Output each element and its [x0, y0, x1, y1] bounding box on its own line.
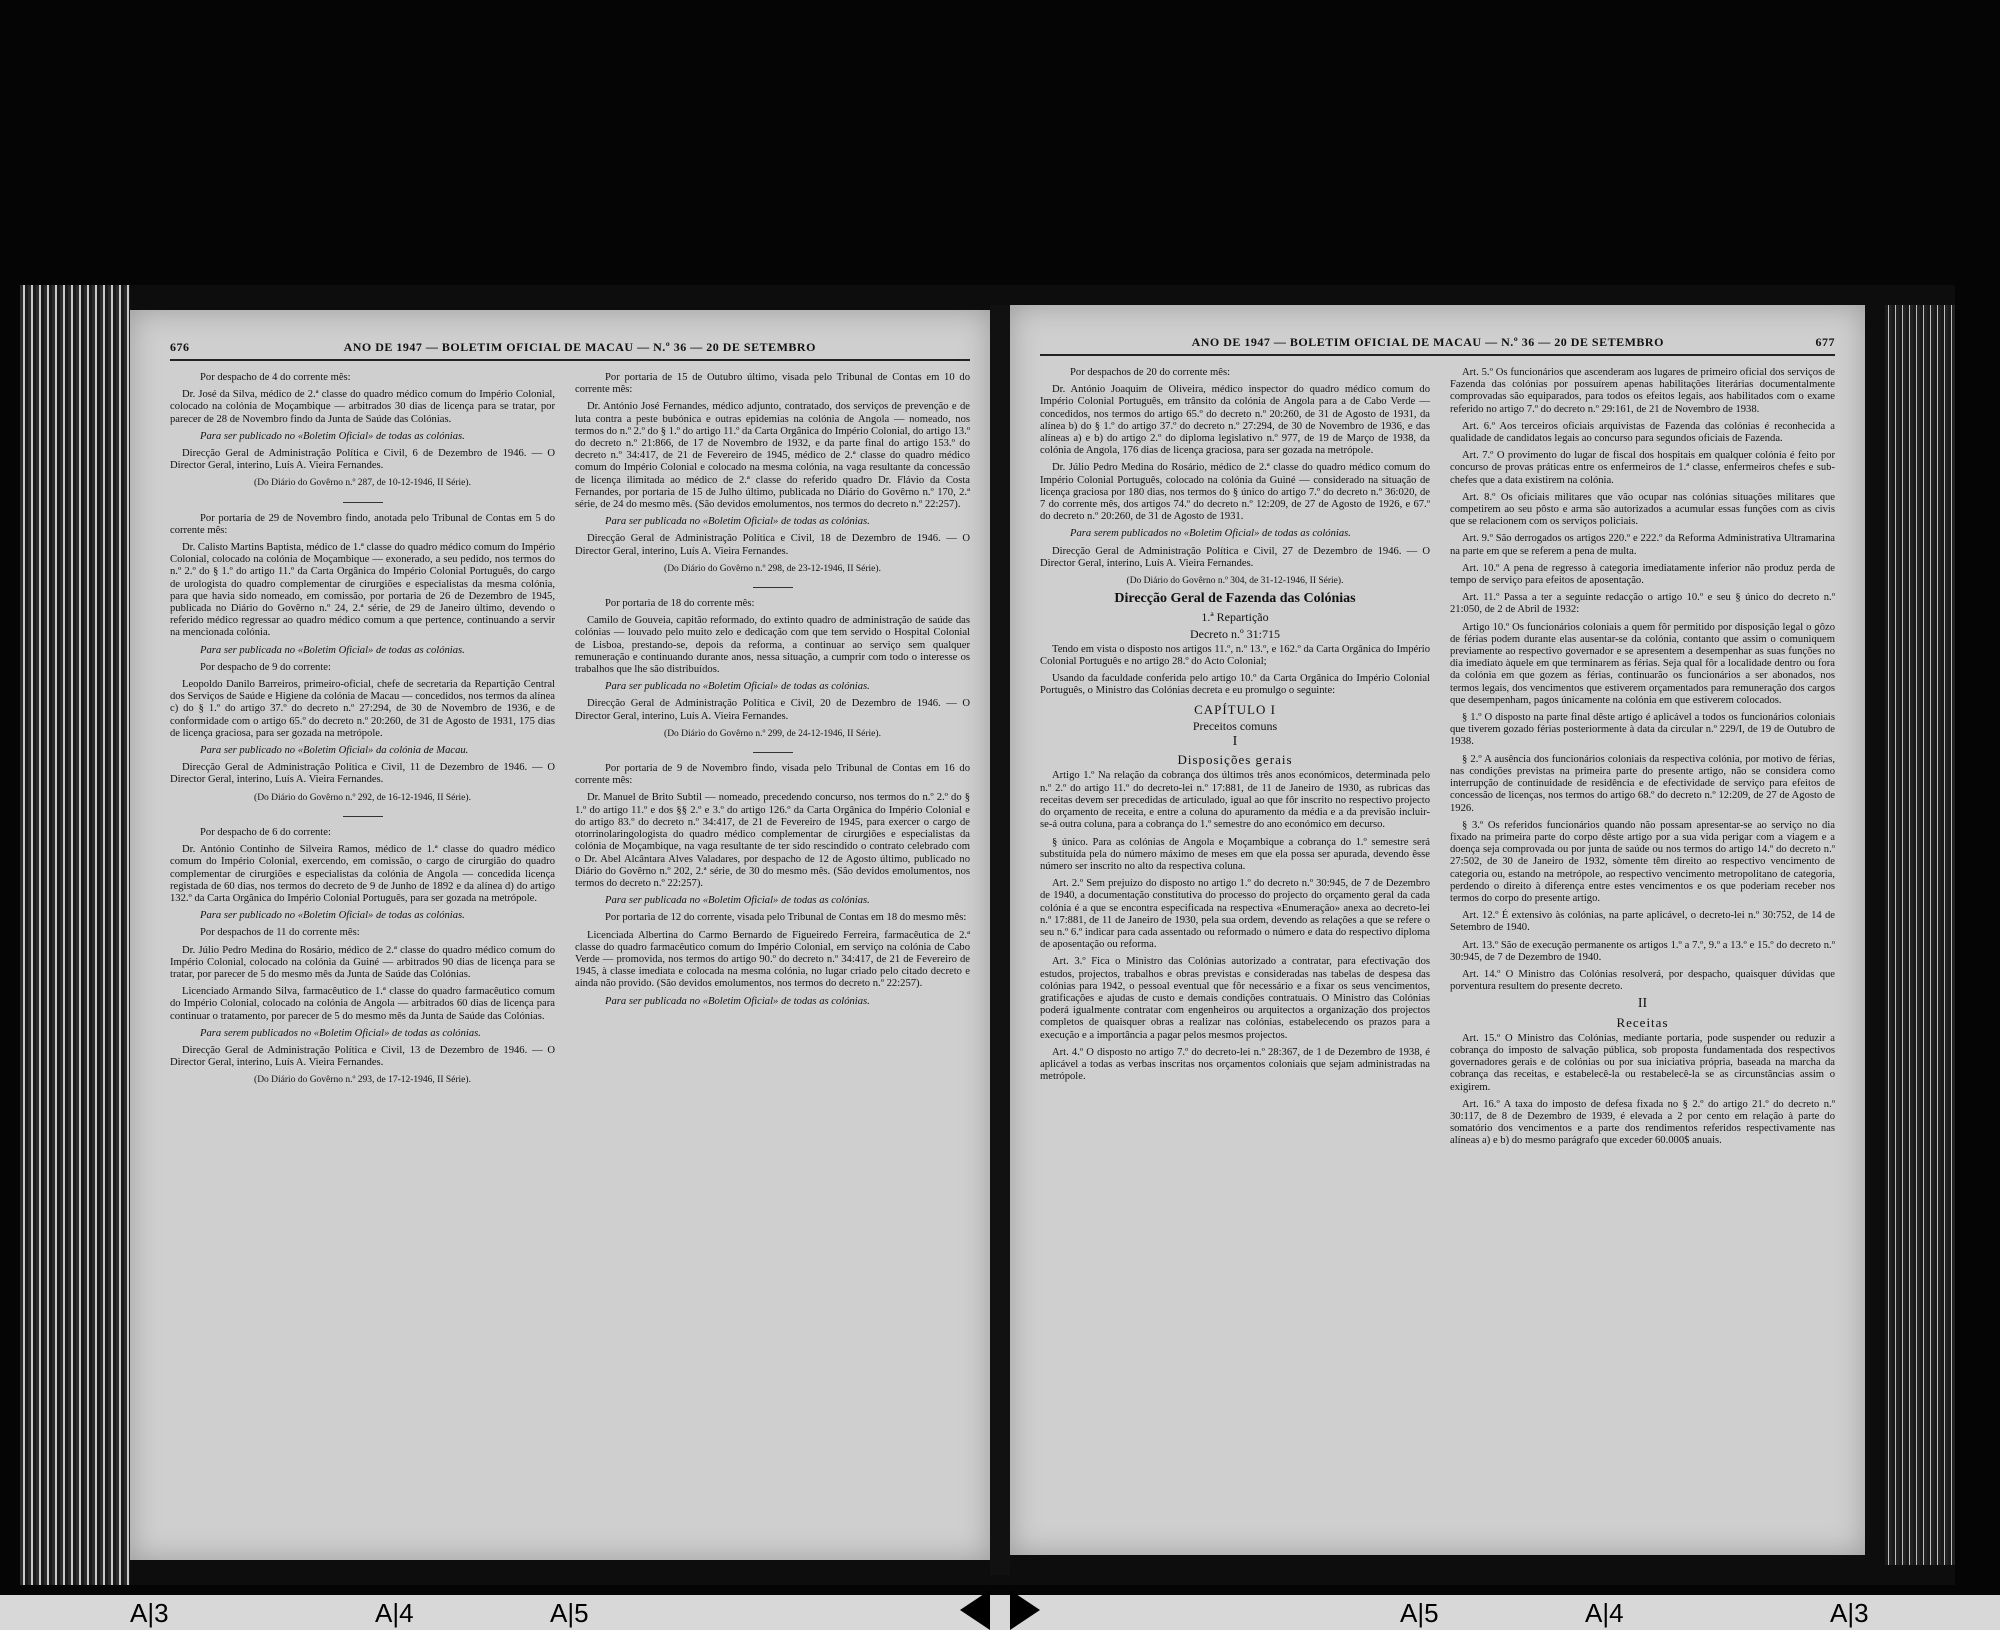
paragraph: Art. 10.º A pena de regresso à categoria imediatamente inferior não produz perda de tempo de serviço para efeitos de aposentação.	[1450, 562, 1835, 587]
separator-rule	[343, 502, 383, 503]
paragraph: Art. 8.º Os oficiais militares que vão ocupar nas colónias situações militares que competirem ao seu pôsto e arma são autorizados a acumular essas funções com as civis que se relacionem com os serviços policiais.	[1450, 491, 1835, 528]
left-page	[130, 310, 990, 1560]
paragraph: Art. 5.º Os funcionários que ascenderam aos lugares de primeiro oficial dos serviços de Fazenda das colónias por possuírem apenas habilitações literárias documentalmente comprovadas são equiparados, para todos os efeitos legais, aos habilitados com o exame referido no artigo 7.º do decreto n.º 29:161, de 21 de Novembro de 1938.	[1450, 367, 1835, 415]
section-heading: Direcção Geral de Fazenda das Colónias	[1114, 591, 1356, 607]
left-column-1	[170, 372, 555, 1092]
paragraph: Dr. António Continho de Silveira Ramos, médico de 1.ª classe do quadro médico comum do Império Colonial, exercendo, em comissão, o cargo de cirurgião do quadro complementar de cirurgiões e especialistas da colónia de Angola — concedida licença registada de 60 dias, nos termos do decreto de 9 de Junho de 1892 e da alínea d) do artigo 132.º da Carta Orgânica do Império Colonial Português, para ser gozada na metrópole.	[170, 844, 555, 904]
paragraph: Licenciada Albertina do Carmo Bernardo de Figueiredo Ferreira, farmacêutica de 2.ª classe do quadro farmacêutico comum do Império Colonial, em serviço na colónia de Cabo Verde — promovida, nos termos do artigo 90.º do decreto n.º 34:417, de 21 de Fevereiro de 1945, à classe imediata e colocada na mesma colónia, no lugar criado pelo citado decreto e ainda não provido. (São devidos emolumentos, nos termos do decreto n.º 22:257).	[575, 929, 970, 990]
paragraph: Art. 3.º Fica o Ministro das Colónias autorizado a contratar, para efectivação dos estudos, projectos, trabalhos e obras previstas e consideradas nas tabelas de despesa das colónias para 1942, o pessoal eventual que fôr necessário e a fixar os seus vencimentos, gratificações e ajudas de custo e demais condições contratuais. O Ministro das Colónias poderá igualmente contratar com engenheiros ou arquitectos a organização dos projectos completos de quaisquer obras a realizar nas colónias, estabelecendo os prazos para a execução e a importância a pagar pelos mesmos projectos.	[1040, 956, 1430, 1041]
right-page-header	[1040, 335, 1835, 356]
subheading: Decreto n.º 31:715	[1189, 626, 1281, 641]
chapter-heading: Disposições gerais	[1177, 752, 1293, 768]
paragraph: Art. 14.º O Ministro das Colónias resolverá, por despacho, quaisquer dúvidas que porventura resultem do presente decreto.	[1450, 968, 1835, 993]
film-strip	[0, 1595, 2000, 1630]
paragraph: Art. 9.º São derrogados os artigos 220.º e 222.º da Reforma Administrativa Ultramarina na parte em que se referem a pena de multa.	[1450, 533, 1835, 557]
arrow-left-icon	[960, 1590, 990, 1630]
paragraph: Art. 11.º Passa a ter a seguinte redacção o artigo 10.º e seu § único do decreto n.º 21:050, de 2 de Abril de 1932:	[1450, 592, 1835, 616]
paragraph: Art. 16.º A taxa do imposto de defesa fixada no § 2.º do artigo 21.º do decreto n.º 30:117, de 8 de Dezembro de 1939, é elevada a 2 por cento em relação à parte do somatório dos vencimentos e a parte dos rendimentos referidos respectivamente nas alíneas a) e b) do mesmo parágrafo que exceder 60.000$ anuais.	[1450, 1098, 1835, 1147]
source-citation: (Do Diário do Govêrno n.º 298, de 23-12-1946, II Série).	[664, 563, 881, 574]
paragraph: Dr. Calisto Martins Baptista, médico de 1.ª classe do quadro médico comum do Império Colonial, colocado na colónia de Moçambique — exonerado, a seu pedido, nos termos do n.º 2.º do § 1.º do artigo 11.º da Carta Orgânica do Império Colonial Português, do cargo de urologista do quadro complementar de cirurgiões e especialistas da mesma colónia, para que havia sido nomeado, em comissão, por portaria de 26 de Dezembro de 1945, publicada no Diário do Govêrno n.º 24, 2.ª série, de 29 de Janeiro último, devendo o referido médico regressar ao quadro médico comum a que pertence, continuando a servir na mencionada colónia.	[170, 542, 555, 639]
paragraph: § único. Para as colónias de Angola e Moçambique a cobrança do 1.º semestre será substituída pela do número máximo de meses em que ela possa ser apurada, devendo êsse número ser inscrito no alto da respectiva coluna.	[1040, 836, 1430, 872]
paragraph: § 1.º O disposto na parte final dêste artigo é aplicável a todos os funcionários coloniais que tiverem gozado férias posteriormente à data da circular n.º 229/I, de 19 de Outubro de 1938.	[1450, 712, 1835, 748]
right-column-1	[1040, 367, 1430, 1088]
despacho-heading: Por despacho de 4 do corrente mês:	[200, 372, 351, 383]
subheading: Preceitos comuns	[1192, 718, 1278, 733]
paragraph: Art. 6.º Aos terceiros oficiais arquivistas de Fazenda das colónias é reconhecida a qualidade de candidatos legais ao concurso para segundos oficiais de Fazenda.	[1450, 420, 1835, 445]
right-page	[1010, 305, 1865, 1555]
publication-note: Para ser publicada no «Boletim Oficial» de todas as colónias.	[605, 995, 870, 1007]
section-numeral: II	[1637, 996, 1648, 1012]
separator-rule	[753, 752, 793, 753]
film-label: A|4	[1585, 1598, 1624, 1628]
paragraph: Leopoldo Danilo Barreiros, primeiro-oficial, chefe de secretaria da Repartição Central dos Serviços de Saúde e Higiene da colónia de Macau — concedidos, nos termos da alínea c) do § 1.º do artigo 37.º do decreto n.º 27:294, de 30 de Novembro de 1936, e de conformidade com o artigo 65.º do decreto n.º 20:260, de 31 de Agosto de 1931, 175 dias de licença graciosa, para ser gozada na metrópole.	[170, 679, 555, 739]
despacho-heading: Por portaria de 9 de Novembro findo, visada pelo Tribunal de Contas em 16 do corrente mês:	[575, 763, 970, 787]
paragraph: Direcção Geral de Administração Política e Civil, 27 de Dezembro de 1946. — O Director Geral, interino, Luís A. Vieira Fernandes.	[1040, 545, 1430, 569]
book-spread	[20, 285, 1955, 1585]
film-label: A|5	[550, 1598, 589, 1628]
source-citation: (Do Diário do Govêrno n.º 292, de 16-12-1946, II Série).	[254, 792, 471, 803]
paragraph: Dr. José da Silva, médico de 2.ª classe do quadro médico comum do Império Colonial, colocado na colónia de Moçambique — arbitrados 30 dias de licença para se tratar, por parecer de 28 de Novembro findo da Junta de Saúde das Colónias.	[170, 389, 555, 425]
despacho-heading: Por portaria de 15 de Outubro último, visada pelo Tribunal de Contas em 10 do corrente mês:	[575, 372, 970, 396]
paragraph: § 3.º Os referidos funcionários quando não possam apresentar-se ao serviço no dia fixado na primeira parte do corpo dêste artigo por a sua vida perigar com a viagem e a doença seja comprovada ou por junta de saúde ou nos termos do artigo 14.º do decreto n.º 27:502, de 30 de Janeiro de 1932, sòmente têm direito ao respectivo vencimento de categoria ou, estando na metrópole, ao respectivo vencimento metropolitano de categoria, perdendo o direito à diferença entre estes vencimentos e os que poderiam receber nos termos do corpo do presente artigo.	[1450, 819, 1835, 904]
page-number: 676	[170, 340, 190, 354]
publication-note: Para ser publicada no «Boletim Oficial» de todas as colónias.	[605, 895, 870, 907]
chapter-heading: Receitas	[1616, 1014, 1669, 1030]
paragraph: Tendo em vista o disposto nos artigos 11.º, n.º 13.º, e 162.º da Carta Orgânica do Império Colonial Português e no artigo 28.º do Acto Colonial;	[1040, 643, 1430, 668]
paragraph: Artigo 1.º Na relação da cobrança dos últimos três anos económicos, determinada pelo n.º 2.º do artigo 11.º do decreto-lei n.º 17:881, de 11 de Janeiro de 1930, as rubricas das receitas devem ser precedidas de articulado, igual ao que fôr inscrito no respectivo projecto do orçamento de receita, e entre a coluna do apuramento da média e a da previsão incluir-se-á outra coluna, para a cobrança do 1.º semestre do ano económico em decurso.	[1040, 770, 1430, 831]
film-label: A|3	[130, 1598, 169, 1628]
despacho-heading: Por despacho de 6 do corrente:	[200, 826, 331, 838]
despacho-heading: Por despachos de 11 do corrente mês:	[200, 927, 360, 939]
paragraph: Art. 13.º São de execução permanente os artigos 1.º a 7.º, 9.º a 13.º e 15.º do decreto n.º 30:945, de 7 de Dezembro de 1940.	[1450, 939, 1835, 963]
paragraph: Dr. Júlio Pedro Medina do Rosário, médico de 2.ª classe do quadro médico comum do Império Colonial, colocado na colónia da Guiné — arbitrados 90 dias de licença para se tratar, por parecer de 5 do mesmo mês da Junta de Saúde das Colónias.	[170, 944, 555, 980]
separator-rule	[343, 816, 383, 817]
film-label: A|3	[1830, 1598, 1869, 1628]
paragraph: Art. 2.º Sem prejuízo do disposto no artigo 1.º do decreto n.º 30:945, de 7 de Dezembro de 1940, a documentação constitutiva do processo do projecto do orçamento geral da cada colónia é a que se encontra especificada na respectiva «Enumeração» anexa ao decreto-lei n.º 17:881, de 11 de Janeiro de 1930, pela sua ordem, devendo as relações a que se refere o seu n.º 6.º indicar para cada assentado ou reformado o número e data do respectivo diploma de aposentação ou reforma.	[1040, 878, 1430, 951]
despacho-heading: Por despachos de 20 do corrente mês:	[1070, 367, 1231, 378]
section-numeral: I	[1232, 734, 1238, 750]
right-column-2	[1450, 367, 1835, 1153]
paragraph: Licenciado Armando Silva, farmacêutico de 1.ª classe do quadro farmacêutico comum do Império Colonial, colocado na colónia de Angola — arbitrados 60 dias de licença para continuar o tratamento, por parecer de 5 do mesmo mês da Junta de Saúde das Colónias.	[170, 986, 555, 1022]
source-citation: (Do Diário do Govêrno n.º 293, de 17-12-1946, II Série).	[254, 1075, 471, 1086]
source-citation: (Do Diário do Govêrno n.º 299, de 24-12-1946, II Série).	[664, 728, 881, 739]
subheading: 1.ª Repartição	[1201, 610, 1269, 625]
despacho-heading: Por despacho de 9 do corrente:	[200, 661, 331, 673]
publication-note: Para ser publicada no «Boletim Oficial» de todas as colónias.	[605, 681, 870, 693]
paragraph: Direcção Geral de Administração Política e Civil, 20 de Dezembro de 1946. — O Director Geral, interino, Luís A. Vieira Fernandes.	[575, 698, 970, 722]
paragraph: Artigo 10.º Os funcionários coloniais a quem fôr permitido por disposição legal o gôzo de férias podem durante elas ausentar-se da colónia, contanto que assim o comuniquem previamente ao respectivo governador e se apresentem a desempenhar as suas funções no dia imediato àquele em que terminarem as férias. Seja qual fôr a localidade dentro ou fora da colónia em que gozem as férias, continuarão os funcionários a ser abonados, nos termos legais, dos vencimentos que estiverem orçamentados para remuneração dos cargos que desempenham, pagos únicamente na colónia em que estiverem colocados.	[1450, 621, 1835, 706]
paragraph: Art. 4.º O disposto no artigo 7.º do decreto-lei n.º 28:367, de 1 de Dezembro de 1938, é aplicável a todas as verbas inscritas nos orçamentos coloniais que sejam administradas na metrópole.	[1040, 1046, 1430, 1083]
page-edges-right	[1885, 305, 1955, 1565]
paragraph: Direcção Geral de Administração Política e Civil, 13 de Dezembro de 1946. — O Director Geral, interino, Luís A. Vieira Fernandes.	[170, 1044, 555, 1069]
publication-note: Para ser publicado no «Boletim Oficial» de todas as colónias.	[200, 910, 465, 922]
publication-note: Para ser publicada no «Boletim Oficial» de todas as colónias.	[200, 644, 465, 656]
paragraph: Art. 12.º É extensivo às colónias, na parte aplicável, o decreto-lei n.º 30:752, de 14 de Setembro de 1940.	[1450, 910, 1835, 934]
paragraph: § 2.º A ausência dos funcionários coloniais da respectiva colónia, por motivo de férias, nas condições previstas na primeira parte do presente artigo, não se considera como interrupção de continuidade de residência e de efectividade de serviço para efeitos de concessão de licenças, nos termos do artigo 68.º do decreto n.º 12:209, de 27 de Agosto de 1926.	[1450, 753, 1835, 814]
paragraph: Art. 15.º O Ministro das Colónias, mediante portaria, pode suspender ou reduzir a cobrança do imposto de salvação pública, sob proposta fundamentada dos respectivos governadores gerais e de colónias ou por sua iniciativa própria, baseada na marcha da cobrança das receitas, e estabelecê-la ou restabelecê-la se as circunstâncias assim o exigirem.	[1450, 1032, 1835, 1093]
running-header: ANO DE 1947 — BOLETIM OFICIAL DE MACAU — N.º 36 — 20 DE SETEMBRO	[343, 340, 816, 354]
despacho-heading: Por portaria de 18 do corrente mês:	[605, 598, 755, 610]
source-citation: (Do Diário do Govêrno n.º 287, de 10-12-1946, II Série).	[254, 478, 471, 489]
running-header: ANO DE 1947 — BOLETIM OFICIAL DE MACAU — N.º 36 — 20 DE SETEMBRO	[1191, 335, 1664, 349]
publication-note: Para serem publicados no «Boletim Oficial» de todas as colónias.	[200, 1027, 481, 1039]
paragraph: Camilo de Gouveia, capitão reformado, do extinto quadro de administração de saúde das colónias — louvado pelo muito zelo e dedicação com que tem servido o Hospital Colonial de Lisboa, prestando-se, depois da reforma, a continuar ao serviço sem qualquer remuneração e continuando durante anos, nessa situação, a cumprir com todo o interesse os trabalhos que lhe são distribuídos.	[575, 615, 970, 676]
paragraph: Direcção Geral de Administração Política e Civil, 11 de Dezembro de 1946. — O Director Geral, interino, Luís A. Vieira Fernandes.	[170, 762, 555, 786]
paragraph: Dr. António Joaquim de Oliveira, médico inspector do quadro médico comum do Império Colonial Português, em trânsito da colónia de Angola para a de Cabo Verde — concedidos, nos termos do artigo 65.º do decreto n.º 20:260, de 31 de Agosto de 1931, da alínea b) do § 1.º do artigo 37.º do decreto n.º 27:294, de 30 de Novembro de 1936, e das alíneas a) e b) do artigo 2.º do diploma legislativo n.º 977, de 19 de Março de 1938, da colónia de Angola, 176 dias de licença graciosa, para ser gozada na metrópole.	[1040, 384, 1430, 457]
publication-note: Para ser publicado no «Boletim Oficial» de todas as colónias.	[200, 430, 465, 442]
publication-note: Para serem publicados no «Boletim Oficial» de todas as colónias.	[1070, 528, 1351, 540]
book-gutter	[990, 305, 1010, 1575]
source-citation: (Do Diário do Govêrno n.º 304, de 31-12-1946, II Série).	[1126, 576, 1344, 587]
film-label: A|4	[375, 1598, 414, 1628]
paragraph: Art. 7.º O provimento do lugar de fiscal dos hospitais em qualquer colónia é feito por concurso de provas práticas entre os enfermeiros de 1.ª classe, enfermeiros chefes e sub-chefes que a data existirem na colónia.	[1450, 450, 1835, 486]
paragraph: Direcção Geral de Administração Política e Civil, 6 de Dezembro de 1946. — O Director Geral, interino, Luís A. Vieira Fernandes.	[170, 448, 555, 472]
publication-note: Para ser publicada no «Boletim Oficial» de todas as colónias.	[605, 516, 870, 528]
despacho-heading: Por portaria de 29 de Novembro findo, anotada pelo Tribunal de Contas em 5 do corrente mês:	[170, 512, 555, 536]
left-page-header	[170, 340, 970, 361]
arrow-right-icon	[1010, 1590, 1040, 1630]
page-edges-left	[20, 285, 130, 1585]
page-number: 677	[1815, 335, 1835, 349]
paragraph: Usando da faculdade conferida pelo artigo 10.º da Carta Orgânica do Império Colonial Português, o Ministro das Colónias decreta e eu promulgo o seguinte:	[1040, 673, 1430, 697]
chapter-heading: CAPÍTULO I	[1194, 701, 1276, 717]
separator-rule	[753, 587, 793, 588]
publication-note: Para ser publicado no «Boletim Oficial» da colónia de Macau.	[200, 745, 469, 757]
paragraph: Dr. Júlio Pedro Medina do Rosário, médico de 2.ª classe do quadro médico comum do Império Colonial Português, colocado na colónia da Guiné — considerado na situação de licença graciosa por 180 dias, nos termos do § único do artigo 7.º do decreto n.º 36:020, de 7 do corrente mês, dos artigos 74.º do decreto n.º 12:209, de 27 de Agosto de 1926, e 67.º do decreto n.º 20:260, de 31 de Agosto de 1931.	[1040, 462, 1430, 523]
paragraph: Direcção Geral de Administração Política e Civil, 18 de Dezembro de 1946. — O Director Geral, interino, Luís A. Vieira Fernandes.	[575, 533, 970, 557]
film-label: A|5	[1400, 1598, 1439, 1628]
despacho-heading: Por portaria de 12 do corrente, visada pelo Tribunal de Contas em 18 do mesmo mês:	[605, 912, 967, 924]
paragraph: Dr. António José Fernandes, médico adjunto, contratado, dos serviços de prevenção e de luta contra a peste bubónica e outras epidemias na colónia de Angola — nomeado, nos termos do n.º 2.º do § 1.º do artigo 11.º da Carta Orgânica do Império Colonial, do artigo 13.º do decreto n.º 21:866, de 17 de Novembro de 1932, e da parte final do artigo 153.º do decreto n.º 34:417, de 21 de Fevereiro de 1945, médico de 2.ª classe do quadro médico comum do Império Colonial e colocado na mesma colónia, na vaga resultante da concessão de licença ilimitada ao médico de 2.ª classe do referido quadro Dr. Flávio da Costa Fernandes, por portaria de 15 de Julho último, publicada no Diário do Govêrno n.º 170, 2.ª série, de 24 do mesmo mês. (São devidos emolumentos, nos termos do decreto n.º 22:257).	[575, 401, 970, 511]
left-column-2	[575, 372, 970, 1013]
paragraph: Dr. Manuel de Brito Subtil — nomeado, precedendo concurso, nos termos do n.º 2.º do § 1.º do artigo 11.º e dos §§ 2.º e 3.º do artigo 126.º da Carta Orgânica do Império Colonial e do artigo 83.º do decreto n.º 34:417, de 21 de Fevereiro de 1945, para exercer o cargo de otorrinolaringologista do quadro médico complementar de cirurgiões e especialistas da colónia de Moçambique, na vaga resultante de ter sido rescindido o contrato celebrado com o Dr. Abel Alcântara Alves Valadares, por despacho de 12 de Agosto último, publicado no Diário do Govêrno n.º 202, 2.ª série, de 30 do mesmo mês. (São devidos emolumentos, nos termos do decreto n.º 22:257).	[575, 792, 970, 889]
